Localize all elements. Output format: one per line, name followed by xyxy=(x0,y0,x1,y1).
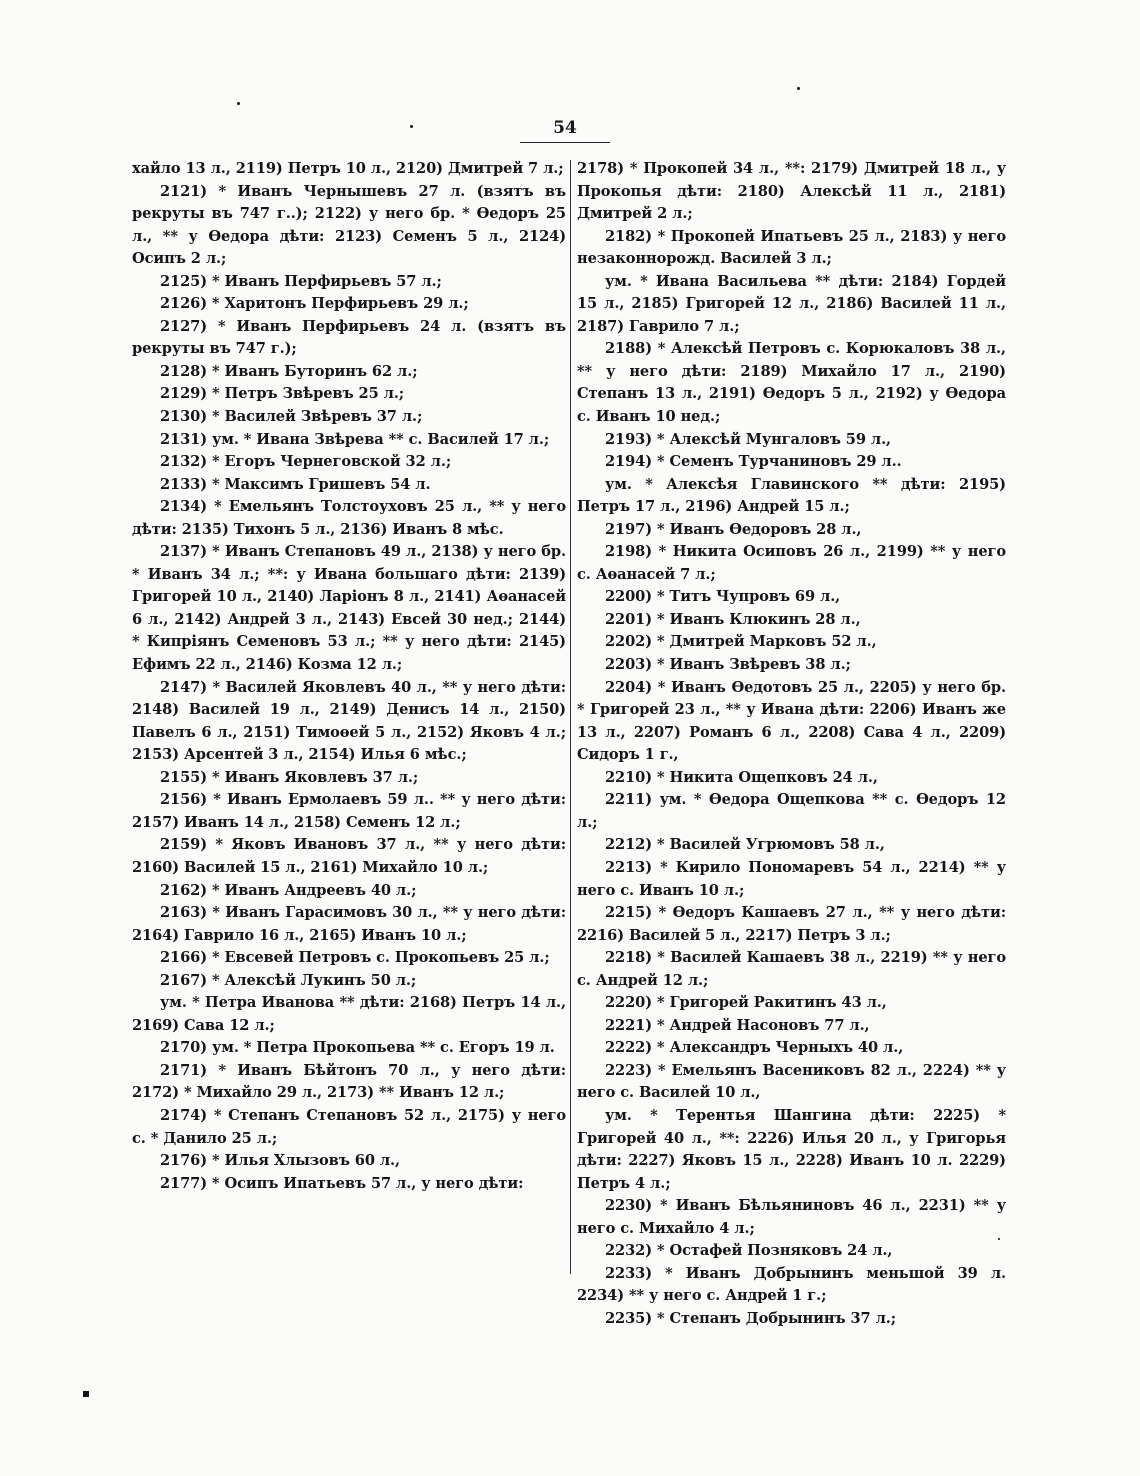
register-entry: 2188) * Алексѣй Петровъ с. Корюкаловъ 38 л., ** у него дѣти: 2189) Михайло 17 л., 2190) Степанъ 13 л., 2191) Өедоръ 5 л., 2192) у Өедора с. Иванъ 10 нед.; xyxy=(577,340,1006,426)
register-entry: 2213) * Кирило Пономаревъ 54 л., 2214) ** у него с. Иванъ 10 л.; xyxy=(577,858,1006,899)
register-entry: 2177) * Осипъ Ипатьевъ 57 л., у него дѣти: xyxy=(160,1174,524,1192)
register-entry: 2204) * Иванъ Өедотовъ 25 л., 2205) у него бр. * Григорей 23 л., ** у Ивана дѣти: 2206) Иванъ же 13 л., 2207) Романъ 6 л., 2208) Сава 4 л., 2209) Сидоръ 1 г., xyxy=(577,678,1006,764)
register-entry: 2131) ум. * Ивана Звѣрева ** с. Василей 17 л.; xyxy=(160,430,550,448)
register-entry: 2129) * Петръ Звѣревъ 25 л.; xyxy=(160,385,405,403)
register-entry: 2182) * Прокопей Ипатьевъ 25 л., 2183) у него незаконнорожд. Василей 3 л.; xyxy=(577,227,1006,268)
register-entry: 2156) * Иванъ Ермолаевъ 59 л.. ** у него дѣти: 2157) Иванъ 14 л., 2158) Семенъ 12 л.; xyxy=(132,791,566,831)
register-entry: 2176) * Илья Хлызовъ 60 л., xyxy=(160,1152,401,1170)
right-column xyxy=(577,158,1006,1330)
register-entry: ум. * Петра Иванова ** дѣти: 2168) Петръ 14 л., 2169) Сава 12 л.; xyxy=(132,994,566,1034)
register-entry: 2134) * Емельянъ Толстоуховъ 25 л., ** у него дѣти: 2135) Тихонъ 5 л., 2136) Иванъ 8 мѣс. xyxy=(132,498,566,538)
register-entry: 2197) * Иванъ Өедоровъ 28 л., xyxy=(605,520,862,538)
register-entry: 2178) * Прокопей 34 л., **: 2179) Дмитрей 18 л., у Прокопья дѣти: 2180) Алексѣй 11 л., 2181) Дмитрей 2 л.; xyxy=(577,160,1006,223)
register-entry: 2121) * Иванъ Чернышевъ 27 л. (взятъ въ рекруты въ 747 г..); 2122) у него бр. * Өедоръ 25 л., ** у Өедора дѣти: 2123) Семенъ 5 л., 2124) Осипъ 2 л.; xyxy=(132,182,566,268)
register-entry: 2125) * Иванъ Перфирьевъ 57 л.; xyxy=(160,272,442,290)
register-entry: 2170) ум. * Петра Прокопьева ** с. Егоръ 19 л. xyxy=(160,1039,555,1057)
register-entry: 2198) * Никита Осиповъ 26 л., 2199) ** у него с. Аөанасей 7 л.; xyxy=(577,543,1006,583)
register-entry: 2132) * Егоръ Чернеговской 32 л.; xyxy=(160,453,452,471)
register-entry: 2235) * Степанъ Добрынинъ 37 л.; xyxy=(605,1309,897,1327)
register-entry: 2221) * Андрей Насоновъ 77 л., xyxy=(605,1016,870,1034)
register-entry: 2128) * Иванъ Буторинъ 62 л.; xyxy=(160,362,418,380)
register-entry: 2200) * Титъ Чупровъ 69 л., xyxy=(605,588,841,606)
register-entry: 2211) ум. * Өедора Ощепкова ** с. Өедоръ 12 л.; xyxy=(577,791,1006,831)
register-entry: хайло 13 л., 2119) Петръ 10 л., 2120) Дмитрей 7 л.; xyxy=(132,160,564,177)
register-entry: 2174) * Степанъ Степановъ 52 л., 2175) у него с. * Данило 25 л.; xyxy=(132,1106,566,1147)
register-entry: 2220) * Григорей Ракитинъ 43 л., xyxy=(605,994,887,1012)
register-entry: 2223) * Емельянъ Васениковъ 82 л., 2224) ** у него с. Василей 10 л., xyxy=(577,1061,1006,1102)
register-entry: 2210) * Никита Ощепковъ 24 л., xyxy=(605,768,878,786)
register-entry: 2201) * Иванъ Клюкинъ 28 л., xyxy=(605,610,861,628)
register-entry: 2212) * Василей Угрюмовъ 58 л., xyxy=(605,836,885,854)
register-entry: 2159) * Яковъ Ивановъ 37 л., ** у него дѣти: 2160) Василей 15 л., 2161) Михайло 10 л.; xyxy=(132,836,566,876)
scan-speck xyxy=(237,102,240,105)
register-entry: ум. * Алексѣя Главинского ** дѣти: 2195) Петръ 17 л., 2196) Андрей 15 л.; xyxy=(577,475,1006,516)
register-entry: 2147) * Василей Яковлевъ 40 л., ** у него дѣти: 2148) Василей 19 л., 2149) Денисъ 14 л., 2150) Павелъ 6 л., 2151) Тимоөей 5 л., 2152) Яковъ 4 л.; 2153) Арсентей 3 л., 2154) Илья 6 мѣс.; xyxy=(132,678,566,764)
scan-speck xyxy=(410,125,413,128)
register-entry: 2130) * Василей Звѣревъ 37 л.; xyxy=(160,408,423,426)
register-entry: 2127) * Иванъ Перфирьевъ 24 л. (взятъ въ рекруты въ 747 г.); xyxy=(132,317,566,358)
column-divider xyxy=(570,160,571,1274)
register-entry: 2203) * Иванъ Звѣревъ 38 л.; xyxy=(605,656,851,674)
register-entry: 2194) * Семенъ Турчаниновъ 29 л.. xyxy=(605,453,902,471)
scan-speck xyxy=(797,87,800,90)
register-entry: 2133) * Максимъ Гришевъ 54 л. xyxy=(160,475,431,493)
register-entry: 2166) * Евсевей Петровъ с. Прокопьевъ 25 л.; xyxy=(160,949,550,967)
register-entry: 2171) * Иванъ Бѣйтонъ 70 л., у него дѣти: 2172) * Михайло 29 л., 2173) ** Иванъ 12 л.; xyxy=(132,1061,566,1102)
register-entry: 2163) * Иванъ Гарасимовъ 30 л., ** у него дѣти: 2164) Гаврило 16 л., 2165) Иванъ 10 л.; xyxy=(132,904,566,944)
page-number: 54 xyxy=(520,118,610,143)
register-entry: 2230) * Иванъ Бѣльяниновъ 46 л., 2231) ** у него с. Михайло 4 л.; xyxy=(577,1197,1006,1237)
register-entry: 2218) * Василей Кашаевъ 38 л., 2219) ** у него с. Андрей 12 л.; xyxy=(577,949,1006,989)
register-entry: 2222) * Александръ Черныхъ 40 л., xyxy=(605,1039,904,1057)
register-entry: ум. * Ивана Васильева ** дѣти: 2184) Гордей 15 л., 2185) Григорей 12 л., 2186) Василей 11 л., 2187) Гаврило 7 л.; xyxy=(577,272,1006,335)
scan-speck xyxy=(998,1238,1000,1240)
register-entry: 2202) * Дмитрей Марковъ 52 л., xyxy=(605,633,877,651)
register-entry: 2155) * Иванъ Яковлевъ 37 л.; xyxy=(160,768,419,786)
register-entry: 2137) * Иванъ Степановъ 49 л., 2138) у него бр. * Иванъ 34 л.; **: у Ивана большаго дѣти: 2139) Григорей 10 л., 2140) Ларіонъ 8 л., 2141) Аөанасей 6 л., 2142) Андрей 3 л., 2143) Евсей 30 нед.; 2144) * Кипріянъ Семеновъ 53 л.; ** у него дѣти: 2145) Ефимъ 22 л., 2146) Козма 12 л.; xyxy=(132,543,566,674)
register-entry: 2193) * Алексѣй Мунгаловъ 59 л., xyxy=(605,430,892,448)
scan-speck xyxy=(83,1391,89,1397)
register-entry: 2215) * Өедоръ Кашаевъ 27 л., ** у него дѣти: 2216) Василей 5 л., 2217) Петръ 3 л.; xyxy=(577,904,1006,944)
register-entry: 2162) * Иванъ Андреевъ 40 л.; xyxy=(160,881,417,899)
left-column xyxy=(132,158,566,1195)
register-entry: 2167) * Алексѣй Лукинъ 50 л.; xyxy=(160,971,417,989)
register-entry: 2126) * Харитонъ Перфирьевъ 29 л.; xyxy=(160,295,469,313)
register-entry: 2232) * Остафей Позняковъ 24 л., xyxy=(605,1242,893,1260)
register-entry: ум. * Терентья Шангина дѣти: 2225) * Григорей 40 л., **: 2226) Илья 20 л., у Григорья дѣти: 2227) Яковъ 15 л., 2228) Иванъ 10 л. 2229) Петръ 4 л.; xyxy=(577,1106,1006,1192)
register-entry: 2233) * Иванъ Добрынинъ меньшой 39 л. 2234) ** у него с. Андрей 1 г.; xyxy=(577,1264,1006,1305)
